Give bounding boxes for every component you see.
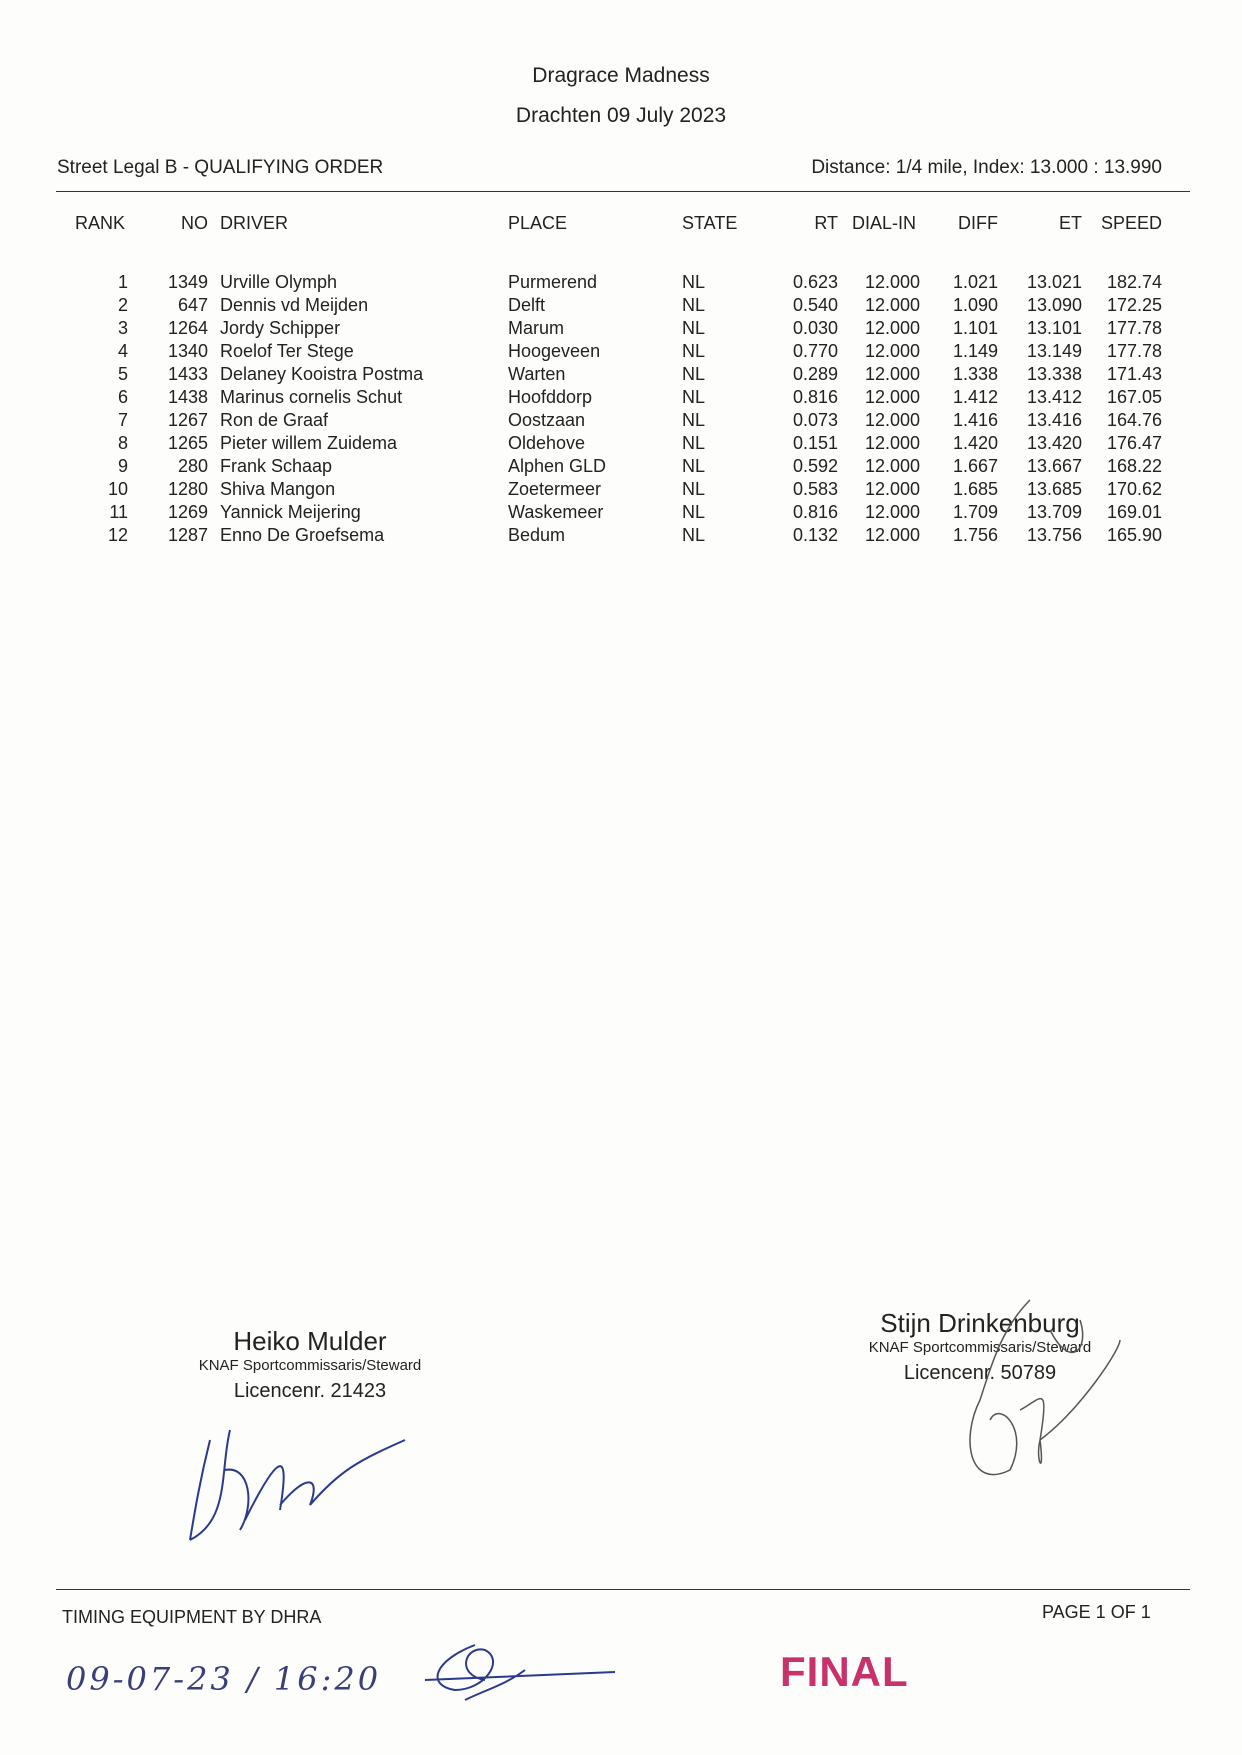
cell-driver: Enno De Groefsema [220, 525, 385, 545]
final-status-stamp: FINAL [780, 1648, 909, 1695]
cell-place: Bedum [508, 525, 566, 545]
header-divider [56, 191, 1190, 192]
steward-licence-right: Licencenr. 50789 [903, 1362, 1057, 1384]
cell-diff: 1.709 [952, 502, 998, 522]
col-header-et: ET [1058, 213, 1082, 233]
cell-diff: 1.149 [952, 341, 998, 361]
steward-licence-left: Licencenr. 21423 [233, 1380, 387, 1402]
cell-dial-in: 12.000 [864, 410, 920, 430]
cell-speed: 171.43 [1106, 364, 1162, 384]
cell-speed: 169.01 [1106, 502, 1162, 522]
cell-diff: 1.101 [952, 318, 998, 338]
cell-et: 13.756 [1026, 525, 1082, 545]
cell-speed: 170.62 [1106, 479, 1162, 499]
cell-et: 13.685 [1026, 479, 1082, 499]
cell-dial-in: 12.000 [864, 387, 920, 407]
cell-state: NL [682, 272, 706, 292]
cell-dial-in: 12.000 [864, 272, 920, 292]
steward-role-right: KNAF Sportcommissaris/Steward [868, 1339, 1092, 1356]
cell-rank: 10 [107, 479, 128, 499]
steward-name-right: Stijn Drinkenburg [880, 1308, 1080, 1338]
event-location-date: Drachten 09 July 2023 [515, 104, 727, 127]
col-header-place: PLACE [508, 213, 568, 233]
cell-rank: 9 [117, 456, 128, 476]
cell-et: 13.101 [1026, 318, 1082, 338]
cell-dial-in: 12.000 [864, 318, 920, 338]
event-title: Dragrace Madness [532, 64, 710, 87]
cell-place: Delft [508, 295, 546, 315]
cell-driver: Marinus cornelis Schut [220, 387, 403, 407]
cell-place: Marum [508, 318, 565, 338]
cell-diff: 1.756 [952, 525, 998, 545]
cell-et: 13.338 [1026, 364, 1082, 384]
cell-diff: 1.420 [952, 433, 998, 453]
cell-driver: Pieter willem Zuidema [220, 433, 398, 453]
col-header-state: STATE [682, 213, 738, 233]
cell-driver: Dennis vd Meijden [220, 295, 369, 315]
cell-dial-in: 12.000 [864, 341, 920, 361]
cell-rt: 0.623 [792, 272, 838, 292]
cell-driver: Shiva Mangon [220, 479, 336, 499]
distance-index: Distance: 1/4 mile, Index: 13.000 : 13.990 [811, 157, 1162, 178]
cell-rank: 1 [117, 272, 128, 292]
col-header-no: NO [181, 213, 208, 233]
cell-no: 1269 [167, 502, 208, 522]
cell-rt: 0.583 [792, 479, 838, 499]
cell-rank: 8 [117, 433, 128, 453]
cell-diff: 1.416 [952, 410, 998, 430]
col-header-speed: SPEED [1100, 213, 1162, 233]
cell-place: Hoogeveen [508, 341, 601, 361]
cell-state: NL [682, 525, 706, 545]
cell-rt: 0.151 [792, 433, 838, 453]
cell-rank: 12 [107, 525, 128, 545]
cell-rank: 5 [117, 364, 128, 384]
cell-rt: 0.816 [792, 502, 838, 522]
cell-et: 13.090 [1026, 295, 1082, 315]
cell-no: 647 [177, 295, 208, 315]
cell-state: NL [682, 502, 706, 522]
cell-driver: Ron de Graaf [220, 410, 329, 430]
page-indicator: PAGE 1 OF 1 [1042, 1602, 1151, 1622]
cell-place: Oostzaan [508, 410, 586, 430]
steward-name-left: Heiko Mulder [233, 1326, 387, 1356]
cell-diff: 1.412 [952, 387, 998, 407]
cell-speed: 182.74 [1106, 272, 1162, 292]
cell-no: 1349 [167, 272, 208, 292]
cell-et: 13.149 [1026, 341, 1082, 361]
handwritten-signature-left [170, 1410, 410, 1560]
cell-rt: 0.816 [792, 387, 838, 407]
cell-speed: 172.25 [1106, 295, 1162, 315]
class-title: Street Legal B - QUALIFYING ORDER [57, 157, 384, 178]
cell-driver: Frank Schaap [220, 456, 333, 476]
cell-dial-in: 12.000 [864, 525, 920, 545]
cell-dial-in: 12.000 [864, 295, 920, 315]
cell-speed: 176.47 [1106, 433, 1162, 453]
cell-dial-in: 12.000 [864, 433, 920, 453]
cell-dial-in: 12.000 [864, 456, 920, 476]
cell-state: NL [682, 410, 706, 430]
cell-driver: Yannick Meijering [220, 502, 361, 522]
cell-no: 1340 [167, 341, 208, 361]
cell-rank: 2 [117, 295, 128, 315]
cell-no: 1438 [167, 387, 208, 407]
signature-left [160, 1326, 460, 1403]
footer-divider [56, 1589, 1190, 1590]
cell-no: 280 [177, 456, 208, 476]
cell-state: NL [682, 387, 706, 407]
cell-place: Oldehove [508, 433, 586, 453]
cell-diff: 1.685 [952, 479, 998, 499]
cell-state: NL [682, 318, 706, 338]
cell-no: 1265 [167, 433, 208, 453]
cell-rank: 3 [117, 318, 128, 338]
cell-rank: 6 [117, 387, 128, 407]
cell-rt: 0.540 [792, 295, 838, 315]
cell-rt: 0.030 [792, 318, 838, 338]
cell-et: 13.412 [1026, 387, 1082, 407]
cell-driver: Roelof Ter Stege [220, 341, 354, 361]
cell-driver: Urville Olymph [220, 272, 338, 292]
cell-diff: 1.090 [952, 295, 998, 315]
cell-no: 1264 [167, 318, 208, 338]
cell-et: 13.420 [1026, 433, 1082, 453]
cell-dial-in: 12.000 [864, 479, 920, 499]
cell-place: Hoofddorp [508, 387, 593, 407]
cell-rank: 4 [117, 341, 128, 361]
cell-rank: 11 [109, 502, 128, 522]
cell-state: NL [682, 364, 706, 384]
cell-no: 1267 [167, 410, 208, 430]
cell-dial-in: 12.000 [864, 364, 920, 384]
cell-speed: 165.90 [1106, 525, 1162, 545]
cell-rt: 0.289 [792, 364, 838, 384]
cell-speed: 177.78 [1106, 318, 1162, 338]
cell-no: 1280 [167, 479, 208, 499]
cell-place: Purmerend [508, 272, 598, 292]
col-header-diff: DIFF [958, 213, 998, 233]
cell-diff: 1.021 [952, 272, 998, 292]
cell-diff: 1.338 [952, 364, 998, 384]
cell-place: Alphen GLD [508, 456, 607, 476]
cell-place: Zoetermeer [508, 479, 602, 499]
handwritten-date-time: 09-07-23 / 16:20 [66, 1660, 382, 1698]
cell-state: NL [682, 456, 706, 476]
cell-dial-in: 12.000 [864, 502, 920, 522]
cell-state: NL [682, 341, 706, 361]
cell-et: 13.667 [1026, 456, 1082, 476]
handwritten-initials [415, 1630, 625, 1710]
cell-state: NL [682, 433, 706, 453]
col-header-driver: DRIVER [220, 213, 289, 233]
timing-credit: TIMING EQUIPMENT BY DHRA [62, 1607, 322, 1627]
cell-place: Waskemeer [508, 502, 604, 522]
cell-driver: Delaney Kooistra Postma [220, 364, 424, 384]
cell-rank: 7 [117, 410, 128, 430]
cell-rt: 0.770 [792, 341, 838, 361]
cell-rt: 0.073 [792, 410, 838, 430]
cell-speed: 168.22 [1106, 456, 1162, 476]
cell-speed: 164.76 [1106, 410, 1162, 430]
cell-driver: Jordy Schipper [220, 318, 341, 338]
cell-place: Warten [508, 364, 566, 384]
col-header-rt: RT [814, 213, 838, 233]
cell-rt: 0.132 [792, 525, 838, 545]
cell-et: 13.021 [1026, 272, 1082, 292]
cell-no: 1433 [167, 364, 208, 384]
cell-no: 1287 [167, 525, 208, 545]
cell-state: NL [682, 295, 706, 315]
col-header-dial-in: DIAL-IN [852, 213, 917, 233]
steward-role-left: KNAF Sportcommissaris/Steward [198, 1357, 422, 1374]
col-header-rank: RANK [75, 213, 126, 233]
cell-et: 13.709 [1026, 502, 1082, 522]
cell-speed: 167.05 [1106, 387, 1162, 407]
cell-diff: 1.667 [952, 456, 998, 476]
cell-speed: 177.78 [1106, 341, 1162, 361]
cell-state: NL [682, 479, 706, 499]
cell-et: 13.416 [1026, 410, 1082, 430]
handwritten-signature-right [920, 1290, 1140, 1490]
cell-rt: 0.592 [792, 456, 838, 476]
